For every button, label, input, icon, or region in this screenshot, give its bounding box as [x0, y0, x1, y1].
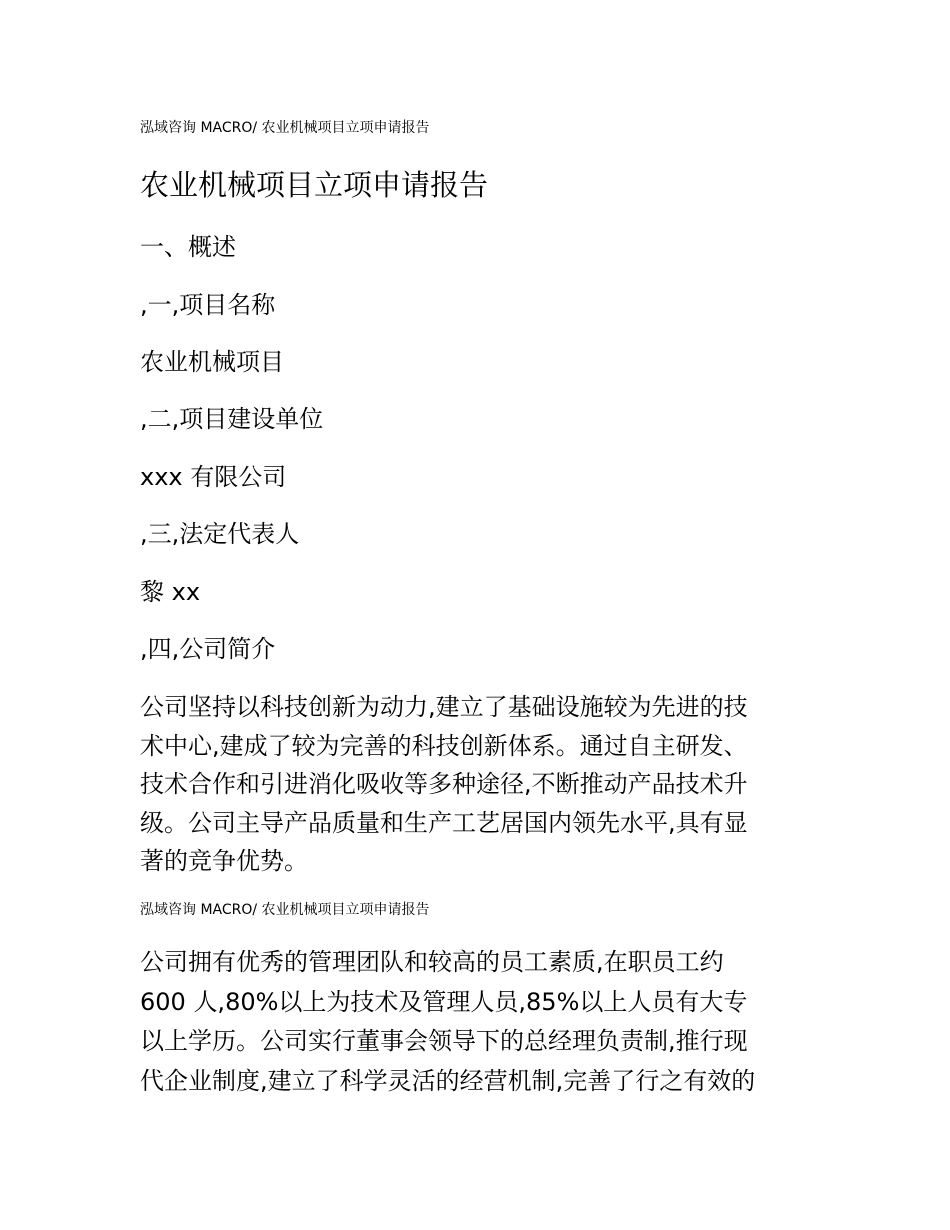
intro-paragraph	[140, 688, 748, 881]
second-paragraph	[140, 943, 755, 1101]
paragraph-line: 级。公司主导产品质量和生产工艺居国内领先水平,具有显	[140, 808, 748, 837]
paragraph-line: 600 人,80%以上为技术及管理人员,85%以上人员有大专	[140, 987, 748, 1016]
item-label-project-name: ,一,项目名称	[140, 291, 276, 319]
document-title: 农业机械项目立项申请报告	[140, 168, 489, 202]
item-value-project-name: 农业机械项目	[140, 348, 284, 376]
running-header: 泓域咨询 MACRO/ 农业机械项目立项申请报告	[140, 902, 430, 918]
paragraph-line: 技术合作和引进消化吸收等多种途径,不断推动产品技术升	[140, 770, 748, 798]
item-label-company-profile: ,四,公司简介	[140, 635, 276, 663]
item-value-construction-unit: xxx 有限公司	[140, 463, 287, 491]
paragraph-line: 代企业制度,建立了科学灵活的经营机制,完善了行之有效的	[140, 1066, 756, 1095]
paragraph-line: 著的竞争优势。	[140, 847, 308, 875]
section-heading: 一、概述	[140, 233, 236, 261]
paragraph-line: 以上学历。公司实行董事会领导下的总经理负责制,推行现	[140, 1027, 748, 1055]
paragraph-line: 公司拥有优秀的管理团队和较高的员工素质,在职员工约	[140, 948, 724, 976]
paragraph-line: 术中心,建成了较为完善的科技创新体系。通过自主研发、	[140, 731, 748, 760]
page-header: 泓域咨询 MACRO/ 农业机械项目立项申请报告	[140, 120, 430, 136]
item-value-legal-representative: 黎 xx	[140, 578, 201, 606]
paragraph-line: 公司坚持以科技创新为动力,建立了基础设施较为先进的技	[140, 693, 748, 721]
item-label-legal-representative: ,三,法定代表人	[140, 520, 300, 548]
item-label-construction-unit: ,二,项目建设单位	[140, 405, 324, 433]
